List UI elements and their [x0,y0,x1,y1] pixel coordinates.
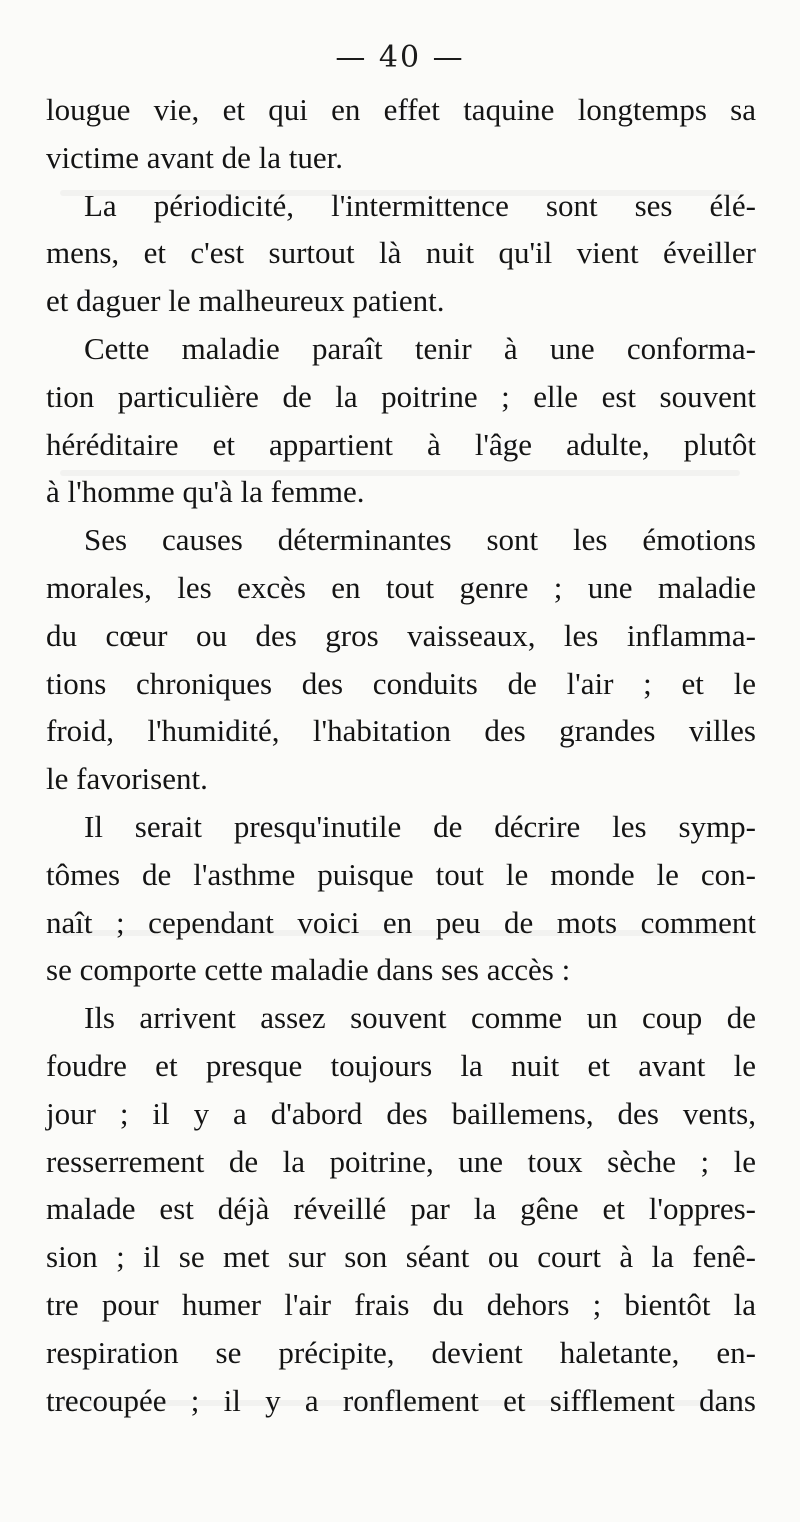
text-line: naît ; cependant voici en peu de mots comment [46,904,756,940]
text-line: victime avant de la tuer. [46,139,343,175]
text-line: du cœur ou des gros vaisseaux, les inflamma- [46,617,756,653]
text-line: resserrement de la poitrine, une toux sèche ; le [46,1143,756,1179]
text-line: Ses causes déterminantes sont les émotions [84,522,756,558]
text-line: héréditaire et appartient à l'âge adulte, plutôt [46,426,756,462]
text-line: sion ; il se met sur son séant ou court à la fenê- [46,1239,756,1275]
text-line: tion particulière de la poitrine ; elle est souvent [46,378,756,414]
text-line: tre pour humer l'air frais du dehors ; bientôt la [46,1286,756,1322]
text-line: tions chroniques des conduits de l'air ; et le [46,665,756,701]
text-line: le favorisent. [46,761,208,797]
text-line: à l'homme qu'à la femme. [46,474,365,510]
text-line: La périodicité, l'intermittence sont ses élé- [84,187,756,223]
text-line: lougue vie, et qui en effet taquine longtemps sa [46,92,756,127]
text-line: Cette maladie paraît tenir à une conforma- [84,330,756,366]
text-line: malade est déjà réveillé par la gêne et l'oppres- [46,1191,756,1227]
text-line: mens, et c'est surtout là nuit qu'il vient éveiller [46,235,756,271]
text-line: et daguer le malheureux patient. [46,283,445,319]
text-line: tômes de l'asthme puisque tout le monde le con- [46,856,756,892]
body-text [46,86,756,1424]
text-line: se comporte cette maladie dans ses accès : [46,952,571,988]
text-line: trecoupée ; il y a ronflement et sifflement dans [46,1382,756,1418]
text-line: Ils arrivent assez souvent comme un coup de [84,1000,756,1036]
text-line: jour ; il y a d'abord des baillemens, des vents, [46,1095,756,1131]
text-line: foudre et presque toujours la nuit et avant le [46,1047,756,1083]
page-number: — 40 — [335,40,465,75]
text-line: morales, les excès en tout genre ; une maladie [46,569,756,605]
text-line: froid, l'humidité, l'habitation des grandes villes [46,713,756,749]
text-line: respiration se précipite, devient haletante, en- [46,1334,756,1370]
text-line: Il serait presqu'inutile de décrire les symp- [84,808,756,844]
